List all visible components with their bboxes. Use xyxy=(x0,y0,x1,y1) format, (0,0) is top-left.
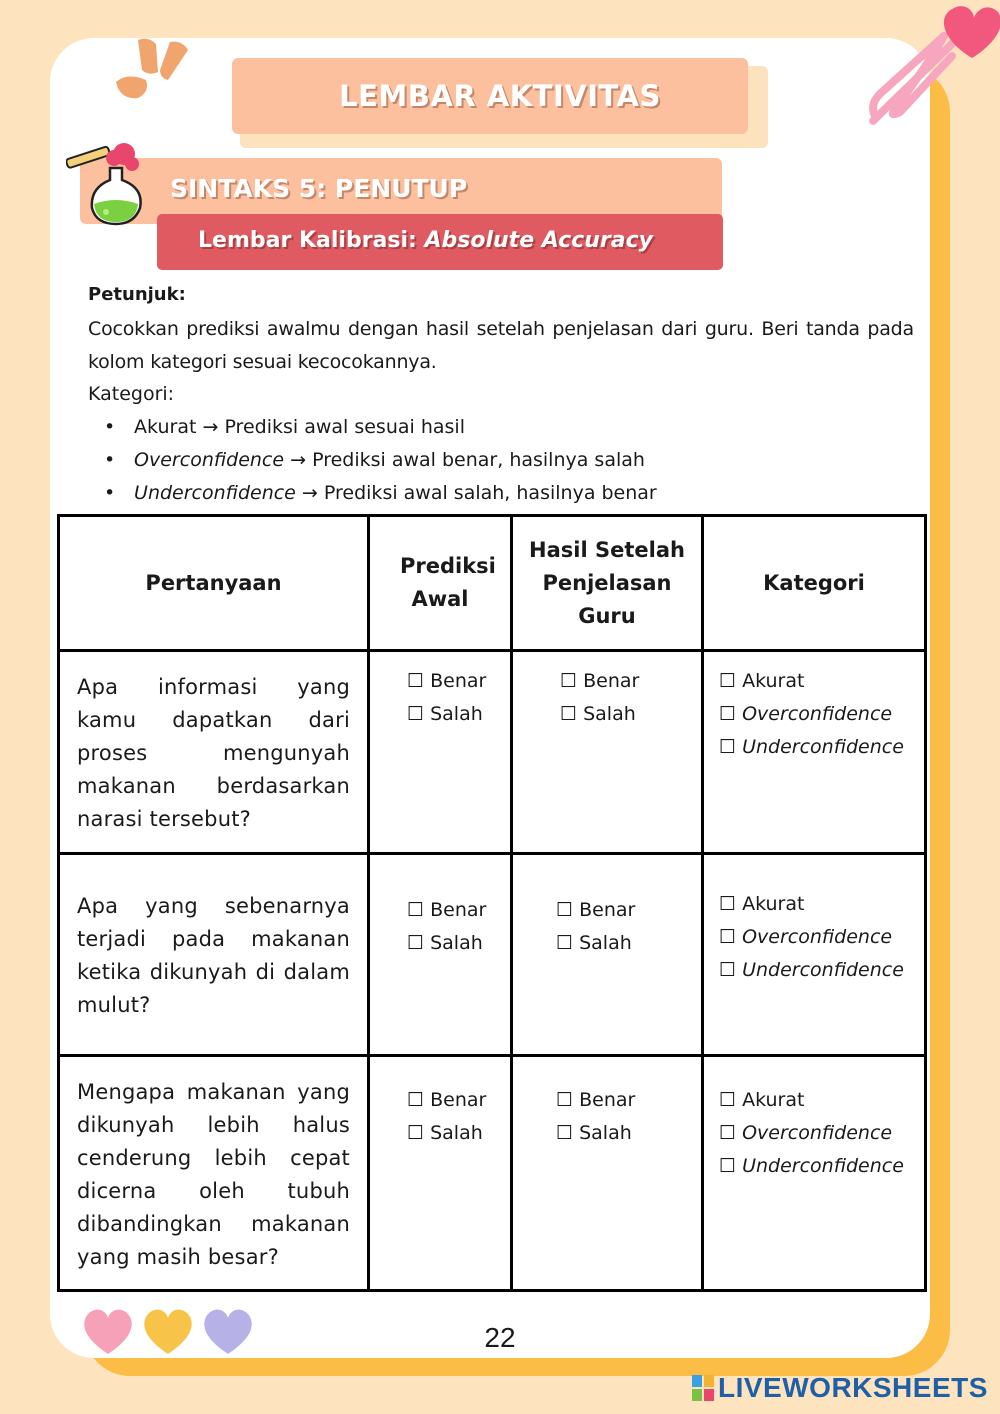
kategori-cell xyxy=(703,854,926,1056)
table-row xyxy=(59,651,926,854)
page-title: LEMBAR AKTIVITAS xyxy=(339,79,661,113)
spark-decoration-icon xyxy=(108,34,192,104)
checkbox-benar[interactable]: ☐ Benar xyxy=(407,1089,487,1111)
checkbox-akurat[interactable]: ☐ Akurat xyxy=(719,1089,805,1111)
category-item-underconfidence xyxy=(104,477,657,510)
brand-name: LIVEWORKSHEETS xyxy=(718,1372,988,1403)
prediksi-cell xyxy=(369,651,512,854)
category-item-overconfidence xyxy=(104,444,657,477)
calibration-table xyxy=(57,514,927,1292)
footer-logo xyxy=(692,1372,988,1404)
subtitle-prefix: Lembar Kalibrasi: xyxy=(198,228,417,253)
subtitle xyxy=(198,228,653,253)
prediksi-cell xyxy=(369,1056,512,1291)
hasil-cell xyxy=(512,1056,703,1291)
table-header-row xyxy=(59,516,926,651)
checkbox-salah[interactable]: ☐ Salah xyxy=(560,703,636,725)
flask-icon xyxy=(66,134,160,228)
hasil-cell xyxy=(512,651,703,854)
category-name: Akurat xyxy=(134,416,197,438)
checkbox-overconfidence[interactable]: ☐ Overconfidence xyxy=(719,926,893,948)
category-list xyxy=(104,411,657,510)
arrow-icon: → xyxy=(290,449,307,471)
checkbox-benar[interactable]: ☐ Benar xyxy=(556,899,636,921)
question-text: Mengapa makanan yang dikunyah lebih halus cenderung lebih cepat dicerna oleh tubuh dibandingkan makanan yang masih besar? xyxy=(77,1080,350,1269)
title-banner xyxy=(232,58,748,134)
header-hasil: Hasil Setelah Penjelasan Guru xyxy=(512,516,703,651)
checkbox-salah[interactable]: ☐ Salah xyxy=(556,932,632,954)
subtitle-italic: Absolute Accuracy xyxy=(424,228,653,253)
question-text: Apa yang sebenarnya terjadi pada makanan ketika dikunyah di dalam mulut? xyxy=(77,894,350,1017)
checkbox-salah[interactable]: ☐ Salah xyxy=(407,932,483,954)
category-desc: Prediksi awal sesuai hasil xyxy=(224,416,465,438)
sintaks-title: SINTAKS 5: PENUTUP xyxy=(170,174,468,203)
heart-paperclip-icon xyxy=(862,0,1000,134)
category-name: Underconfidence xyxy=(134,482,296,504)
liveworksheets-logo-icon xyxy=(692,1375,714,1401)
category-desc: Prediksi awal salah, hasilnya benar xyxy=(323,482,657,504)
kategori-cell xyxy=(703,1056,926,1291)
checkbox-akurat[interactable]: ☐ Akurat xyxy=(719,670,805,692)
question-text: Apa informasi yang kamu dapatkan dari proses mengunyah makanan berdasarkan narasi tersebut? xyxy=(77,675,350,831)
checkbox-benar[interactable]: ☐ Benar xyxy=(407,670,487,692)
checkbox-underconfidence[interactable]: ☐ Underconfidence xyxy=(719,736,904,758)
checkbox-benar[interactable]: ☐ Benar xyxy=(407,899,487,921)
header-pertanyaan: Pertanyaan xyxy=(59,516,369,651)
arrow-icon: → xyxy=(202,416,219,438)
category-desc: Prediksi awal benar, hasilnya salah xyxy=(312,449,645,471)
arrow-icon: → xyxy=(301,482,318,504)
categories-label: Kategori: xyxy=(88,383,175,405)
checkbox-overconfidence[interactable]: ☐ Overconfidence xyxy=(719,1122,893,1144)
checkbox-akurat[interactable]: ☐ Akurat xyxy=(719,893,805,915)
checkbox-underconfidence[interactable]: ☐ Underconfidence xyxy=(719,959,904,981)
kategori-cell xyxy=(703,651,926,854)
checkbox-salah[interactable]: ☐ Salah xyxy=(556,1122,632,1144)
checkbox-salah[interactable]: ☐ Salah xyxy=(407,1122,483,1144)
checkbox-salah[interactable]: ☐ Salah xyxy=(407,703,483,725)
prediksi-cell xyxy=(369,854,512,1056)
hasil-cell xyxy=(512,854,703,1056)
checkbox-overconfidence[interactable]: ☐ Overconfidence xyxy=(719,703,893,725)
category-item-akurat xyxy=(104,411,657,444)
header-prediksi-awal: Prediksi Awal xyxy=(369,516,512,651)
page-number: 22 xyxy=(484,1322,516,1353)
instructions-body: Cocokkan prediksi awalmu dengan hasil setelah penjelasan dari guru. Beri tanda pada kolom kategori sesuai kecocokannya. xyxy=(88,318,914,373)
header-kategori: Kategori xyxy=(703,516,926,651)
table-row xyxy=(59,854,926,1056)
category-name: Overconfidence xyxy=(134,449,285,471)
question-cell xyxy=(59,1056,369,1291)
instructions-title: Petunjuk: xyxy=(88,284,186,305)
checkbox-benar[interactable]: ☐ Benar xyxy=(556,1089,636,1111)
question-cell xyxy=(59,651,369,854)
checkbox-underconfidence[interactable]: ☐ Underconfidence xyxy=(719,1155,904,1177)
question-cell xyxy=(59,854,369,1056)
checkbox-benar[interactable]: ☐ Benar xyxy=(560,670,640,692)
table-row xyxy=(59,1056,926,1291)
